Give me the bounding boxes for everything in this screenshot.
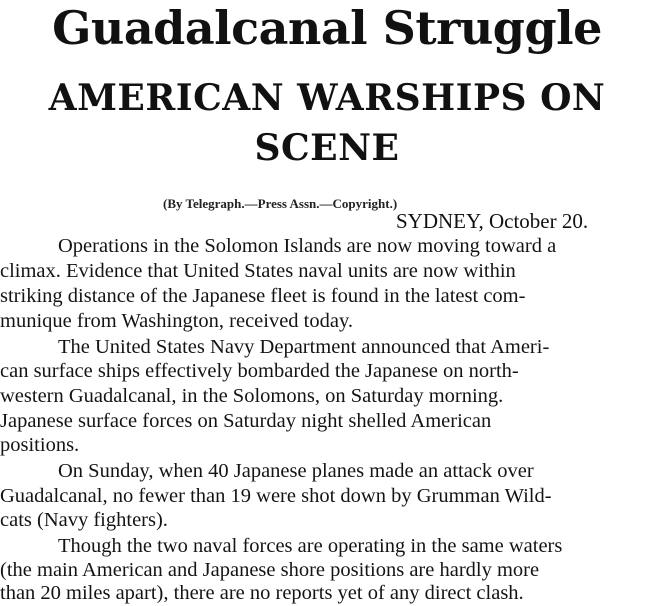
dateline: SYDNEY, October 20.	[396, 209, 589, 233]
body-line: The United States Navy Department announced that Ameri-	[58, 336, 550, 358]
body-line: Japanese surface forces on Saturday night shelled American	[0, 410, 492, 432]
body-line: Guadalcanal, no fewer than 19 were shot down by Grumman Wild-	[0, 485, 552, 507]
wire-credit: (By Telegraph.—Press Assn.—Copyright.)	[163, 196, 398, 211]
body-line: cats (Navy fighters).	[0, 509, 168, 531]
body-line: (the main American and Japanese shore positions are hardly more	[0, 559, 540, 581]
subheadline-line-1: AMERICAN WARSHIPS ON	[48, 77, 606, 119]
body-line: climax. Evidence that United States naval units are now within	[0, 260, 516, 282]
body-line: On Sunday, when 40 Japanese planes made an attack over	[58, 460, 534, 482]
body-line: can surface ships effectively bombarded the Japanese on north-	[0, 360, 519, 382]
body-line: positions.	[0, 434, 80, 456]
body-line: striking distance of the Japanese fleet is found in the latest com-	[0, 285, 526, 307]
subheadline-line-2: SCENE	[254, 127, 400, 169]
body-line: munique from Washington, received today.	[0, 310, 354, 332]
body-line: than 20 miles apart), there are no reports yet of any direct clash.	[0, 582, 524, 604]
body-line: western Guadalcanal, in the Solomons, on Saturday morning.	[0, 385, 504, 407]
body-line: Operations in the Solomon Islands are now moving toward a	[58, 235, 557, 257]
headline: Guadalcanal Struggle	[52, 1, 602, 55]
body-line: Though the two naval forces are operating in the same waters	[58, 535, 563, 557]
